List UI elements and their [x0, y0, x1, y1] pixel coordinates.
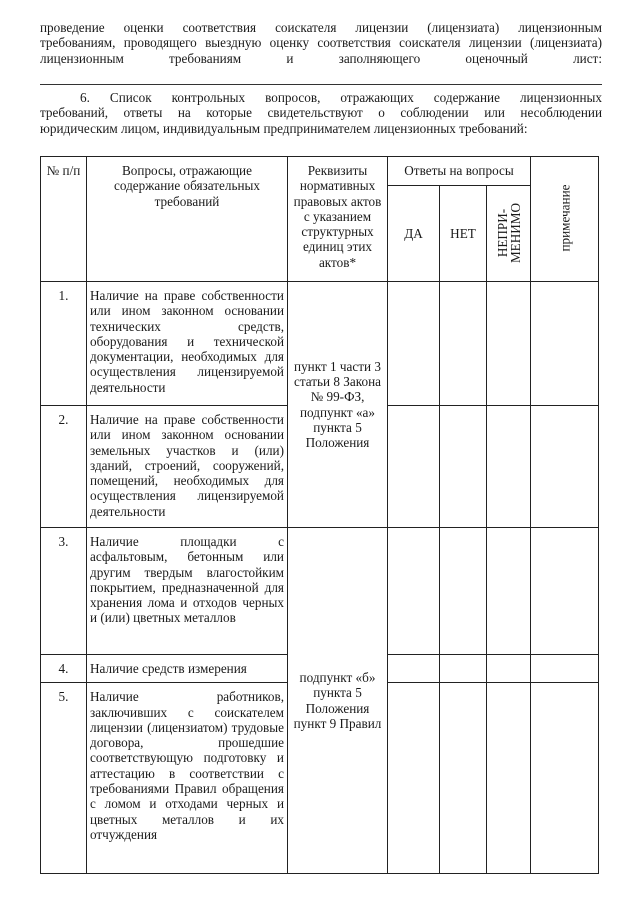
- header-questions: Вопросы, отражающие содержание обязательных требований: [87, 157, 288, 282]
- header-answers: Ответы на вопросы: [388, 157, 531, 186]
- header-row: [41, 157, 599, 186]
- header-na-line1: НЕПРИ-: [494, 208, 510, 257]
- row-number: 3.: [41, 528, 87, 655]
- section-6-line: юридическим лицом, индивидуальным предпринимателем лицензионных требований:: [40, 120, 528, 136]
- underline-rule: [40, 84, 602, 85]
- row-number: 4.: [41, 655, 87, 683]
- note-cell[interactable]: [531, 282, 599, 406]
- row-question: [87, 683, 288, 874]
- header-num: № п/п: [41, 157, 87, 282]
- row-question-text: Наличие на праве собственности или ином законном основании земельных участков и (или) зданий, строений, сооружений, помещений, необходимых для осуществления лицензируемой деятельности: [90, 412, 284, 519]
- answer-yes-cell[interactable]: [388, 528, 440, 655]
- note-cell[interactable]: [531, 406, 599, 528]
- section-6-line: требований, ответы на которые свидетельствуют о соблюдении или несоблюдении: [40, 105, 602, 121]
- answer-no-cell[interactable]: [440, 406, 487, 528]
- answer-na-cell[interactable]: [487, 282, 531, 406]
- row-requisites: подпункт «б» пункта 5 Положения пункт 9 Правил: [288, 528, 388, 874]
- checklist-table: [40, 156, 599, 874]
- row-question-text: Наличие средств измерения: [90, 661, 247, 676]
- table-row: [41, 282, 599, 406]
- header-na: [496, 203, 522, 263]
- answer-yes-cell[interactable]: [388, 282, 440, 406]
- answer-na-cell[interactable]: [487, 655, 531, 683]
- row-question: [87, 282, 288, 406]
- answer-yes-cell[interactable]: [388, 683, 440, 874]
- header-na-line2: МЕНИМО: [507, 202, 523, 263]
- intro-line: проведение оценки соответствия соискателя лицензии (лицензиата) лицензионным: [40, 20, 602, 35]
- row-question-text: Наличие площадки с асфальтовым, бетонным или другим твердым влагостойким покрытием, предназначенной для хранения лома и отходов черных и (или) цветных металлов: [90, 534, 284, 626]
- row-number: 1.: [41, 282, 87, 406]
- row-number: 5.: [41, 683, 87, 874]
- answer-no-cell[interactable]: [440, 528, 487, 655]
- row-number: 2.: [41, 406, 87, 528]
- intro-line: лицензионным требованиям и заполняющего оценочный лист:: [40, 50, 602, 66]
- row-question: [87, 528, 288, 655]
- answer-no-cell[interactable]: [440, 683, 487, 874]
- intro-paragraph: [40, 20, 602, 66]
- answer-na-cell[interactable]: [487, 683, 531, 874]
- answer-yes-cell[interactable]: [388, 406, 440, 528]
- answer-no-cell[interactable]: [440, 282, 487, 406]
- answer-yes-cell[interactable]: [388, 655, 440, 683]
- header-requisites: Реквизиты нормативных правовых актов с указанием структурных единиц этих актов*: [288, 157, 388, 282]
- header-no: НЕТ: [440, 186, 487, 282]
- section-6-paragraph: [40, 90, 602, 136]
- answer-na-cell[interactable]: [487, 406, 531, 528]
- answer-na-cell[interactable]: [487, 528, 531, 655]
- header-note-cell: [531, 157, 599, 282]
- row-question: [87, 655, 288, 683]
- row-question-text: Наличие на праве собственности или ином законном основании технических средств, оборудования и технической документации, необходимых для осуществления лицензируемой деятельности: [90, 288, 284, 395]
- header-note: примечание: [557, 184, 572, 252]
- header-yes: ДА: [388, 186, 440, 282]
- header-na-cell: [487, 186, 531, 282]
- note-cell[interactable]: [531, 655, 599, 683]
- row-requisites: пункт 1 части 3 статьи 8 Закона № 99-ФЗ, подпункт «а» пункта 5 Положения: [288, 282, 388, 528]
- intro-line: требованиям, проводящего выездную оценку соответствия соискателя лицензии (лицензиата): [40, 35, 602, 51]
- note-cell[interactable]: [531, 683, 599, 874]
- note-cell[interactable]: [531, 528, 599, 655]
- row-question-text: Наличие работников, заключивших с соискателем лицензии (лицензиатом) трудовые договора, прошедшие соответствующую подготовку и аттестацию в соответствии с требованиями Правил обращения с ломом и отходами черных и цветных металлов и их отчуждения: [90, 689, 284, 842]
- answer-no-cell[interactable]: [440, 655, 487, 683]
- section-6-line: 6. Список контрольных вопросов, отражающих содержание лицензионных: [80, 90, 602, 105]
- row-question: [87, 406, 288, 528]
- table-row: [41, 528, 599, 655]
